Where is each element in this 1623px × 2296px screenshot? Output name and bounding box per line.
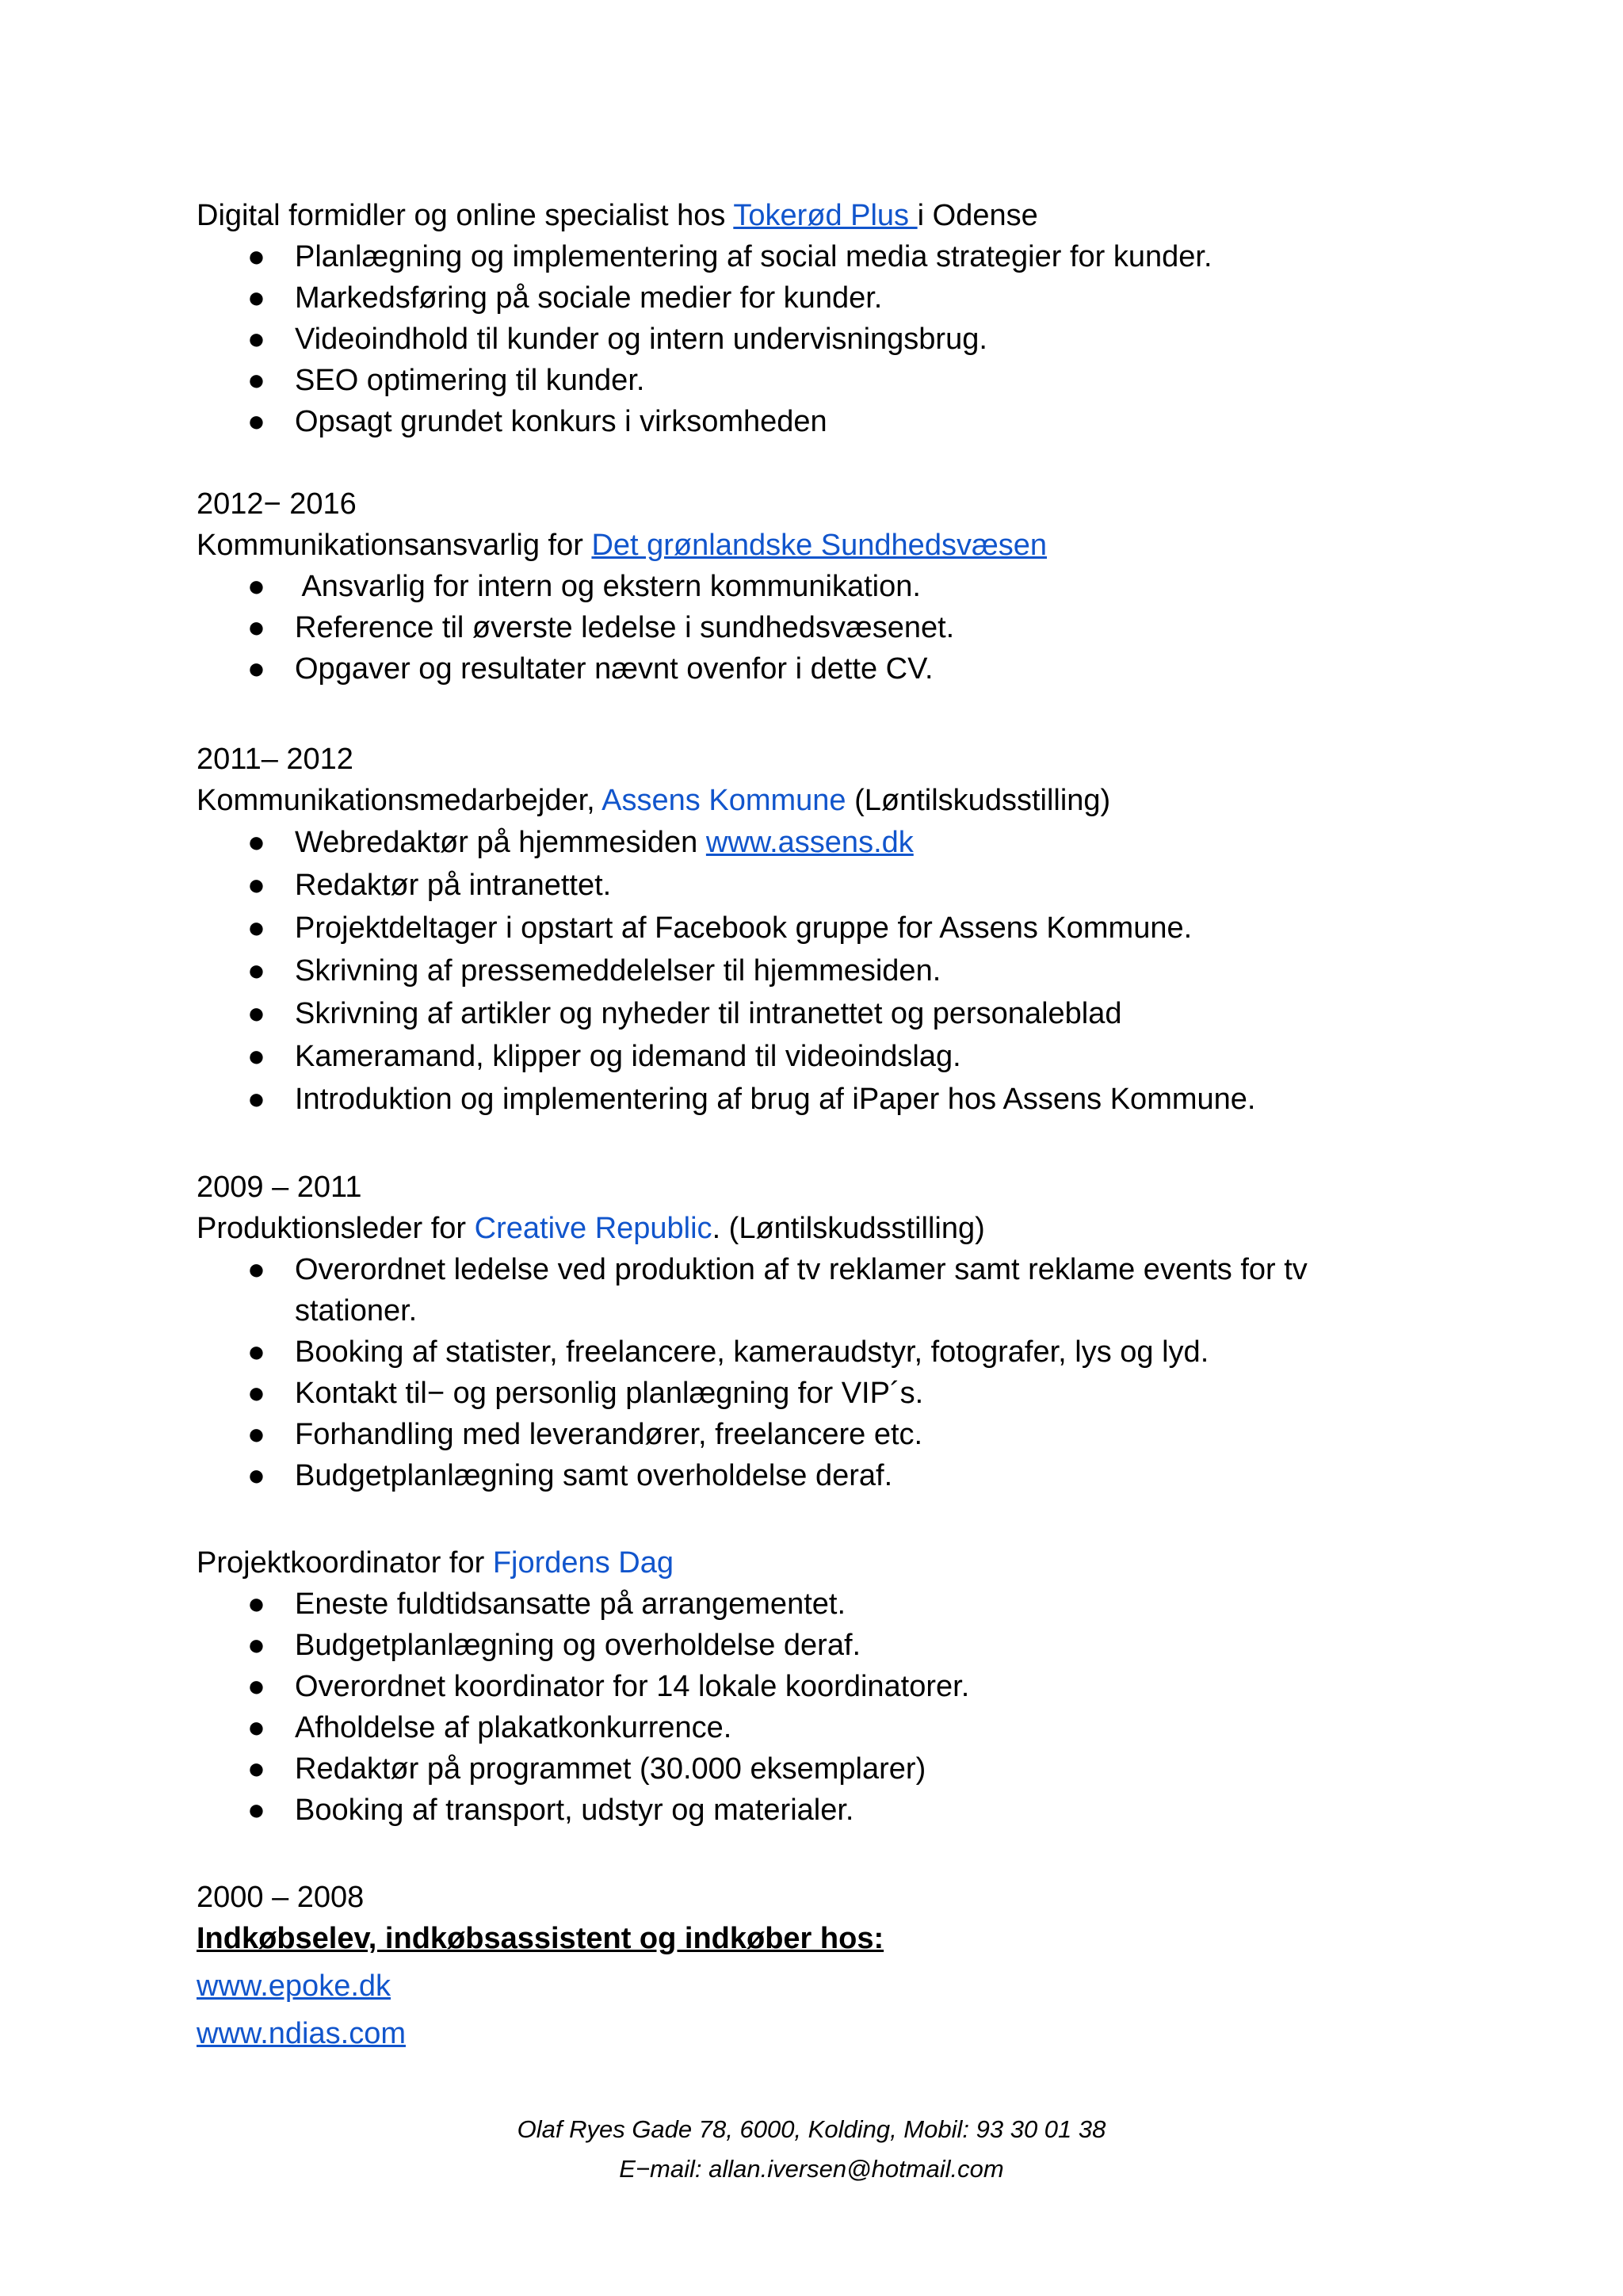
bullet-icon: ● bbox=[247, 1377, 265, 1410]
bullet-list bbox=[197, 236, 1465, 442]
bullet-icon: ● bbox=[247, 1629, 265, 1662]
bullet-icon: ● bbox=[247, 405, 265, 438]
list-item: ● Webredaktør på hjemmesiden www.assens.dk bbox=[197, 821, 1465, 864]
list-item: ● Skrivning af artikler og nyheder til intranettet og personaleblad bbox=[197, 992, 1465, 1035]
footer-address: Olaf Ryes Gade 78, 6000, Kolding, Mobil: 93 30 01 38 bbox=[517, 2115, 1106, 2143]
list-item: ● SEO optimering til kunder. bbox=[197, 360, 1465, 401]
job-period: 2011– 2012 bbox=[197, 743, 353, 776]
company-link-tokerod[interactable]: Tokerød Plus bbox=[733, 199, 918, 232]
bullet-icon: ● bbox=[247, 364, 265, 397]
cv-page bbox=[197, 195, 1465, 2054]
bullet-icon: ● bbox=[247, 997, 265, 1030]
bullet-list bbox=[197, 1249, 1465, 1496]
website-link-ndias[interactable]: www.ndias.com bbox=[197, 2017, 406, 2050]
bullet-icon: ● bbox=[247, 911, 265, 945]
job-title-line: Kommunikationsansvarlig for Det grønlandske Sundhedsvæsen bbox=[197, 529, 1048, 562]
company-name-assens: Assens Kommune bbox=[601, 784, 846, 817]
bullet-icon: ● bbox=[247, 323, 265, 356]
bullet-icon: ● bbox=[247, 954, 265, 988]
list-item: ● Projektdeltager i opstart af Facebook gruppe for Assens Kommune. bbox=[197, 907, 1465, 949]
company-link-sundhed[interactable]: Det grønlandske Sundhedsvæsen bbox=[591, 529, 1048, 562]
bullet-icon: ● bbox=[247, 1670, 265, 1703]
list-item: ● Kontakt til− og personlig planlægning for VIP´s. bbox=[197, 1373, 1465, 1414]
bullet-icon: ● bbox=[247, 1587, 265, 1621]
list-item: ● Opgaver og resultater nævnt ovenfor i dette CV. bbox=[197, 648, 1465, 690]
bullet-icon: ● bbox=[247, 1040, 265, 1073]
list-item: ● Markedsføring på sociale medier for kunder. bbox=[197, 277, 1465, 319]
list-item: ● Videoindhold til kunder og intern undervisningsbrug. bbox=[197, 319, 1465, 360]
bullet-list bbox=[197, 821, 1465, 1121]
bullet-icon: ● bbox=[247, 652, 265, 686]
list-item: ● Redaktør på programmet (30.000 eksemplarer) bbox=[197, 1748, 1465, 1790]
list-item: ● Reference til øverste ledelse i sundhedsvæsenet. bbox=[197, 607, 1465, 648]
bullet-icon: ● bbox=[247, 611, 265, 644]
job-period: 2012− 2016 bbox=[197, 487, 357, 521]
bullet-icon: ● bbox=[247, 1794, 265, 1827]
job-title-line: Kommunikationsmedarbejder, Assens Kommune (Løntilskudsstilling) bbox=[197, 784, 1111, 817]
job-fjordens-dag bbox=[197, 1542, 1465, 1831]
list-item: ● Introduktion og implementering af brug af iPaper hos Assens Kommune. bbox=[197, 1078, 1465, 1121]
list-item: ● Booking af statister, freelancere, kameraudstyr, fotografer, lys og lyd. bbox=[197, 1331, 1465, 1373]
page-footer bbox=[0, 2110, 1623, 2189]
bullet-icon: ● bbox=[247, 1335, 265, 1369]
list-item: ● Redaktør på intranettet. bbox=[197, 864, 1465, 907]
bullet-icon: ● bbox=[247, 240, 265, 273]
list-item: ● Kameramand, klipper og idemand til videoindslag. bbox=[197, 1035, 1465, 1078]
job-period: 2000 – 2008 bbox=[197, 1881, 365, 1914]
list-item: ● Overordnet ledelse ved produktion af tv reklamer samt reklame events for tv stationer. bbox=[197, 1249, 1317, 1331]
bullet-icon: ● bbox=[247, 1083, 265, 1116]
list-item: ● Afholdelse af plakatkonkurrence. bbox=[197, 1707, 1465, 1748]
list-item: ● Ansvarlig for intern og ekstern kommunikation. bbox=[197, 566, 1465, 607]
bullet-icon: ● bbox=[247, 869, 265, 902]
list-item: ● Eneste fuldtidsansatte på arrangementet. bbox=[197, 1584, 1465, 1625]
bullet-list bbox=[197, 566, 1465, 690]
bullet-icon: ● bbox=[247, 1418, 265, 1451]
bullet-icon: ● bbox=[247, 826, 265, 859]
job-creative bbox=[197, 1167, 1465, 1496]
section-heading: Indkøbselev, indkøbsassistent og indkøber hos: bbox=[197, 1922, 884, 1955]
website-link-epoke[interactable]: www.epoke.dk bbox=[197, 1969, 391, 2003]
job-sundhed bbox=[197, 483, 1465, 690]
job-assens bbox=[197, 739, 1465, 1121]
list-item: ● Opsagt grundet konkurs i virksomheden bbox=[197, 401, 1465, 442]
bullet-icon: ● bbox=[247, 1253, 265, 1286]
list-item: ● Budgetplanlægning samt overholdelse deraf. bbox=[197, 1455, 1465, 1496]
job-purchase bbox=[197, 1877, 1465, 2054]
list-item: ● Overordnet koordinator for 14 lokale koordinatorer. bbox=[197, 1666, 1465, 1707]
bullet-icon: ● bbox=[247, 1711, 265, 1744]
job-title-line: Projektkoordinator for Fjordens Dag bbox=[197, 1546, 674, 1580]
bullet-icon: ● bbox=[247, 1459, 265, 1492]
list-item: ● Booking af transport, udstyr og materialer. bbox=[197, 1790, 1465, 1831]
footer-email: E−mail: allan.iversen@hotmail.com bbox=[619, 2155, 1004, 2183]
job-tokerod bbox=[197, 195, 1465, 442]
bullet-icon: ● bbox=[247, 570, 265, 603]
company-name-creative: Creative Republic bbox=[474, 1212, 712, 1245]
list-item: ● Planlægning og implementering af social media strategier for kunder. bbox=[197, 236, 1465, 277]
bullet-icon: ● bbox=[247, 1752, 265, 1786]
bullet-icon: ● bbox=[247, 281, 265, 315]
list-item: ● Forhandling med leverandører, freelancere etc. bbox=[197, 1414, 1465, 1455]
job-period: 2009 – 2011 bbox=[197, 1171, 362, 1204]
list-item: ● Skrivning af pressemeddelelser til hjemmesiden. bbox=[197, 949, 1465, 992]
job-title-line: Digital formidler og online specialist hos Tokerød Plus i Odense bbox=[197, 199, 1038, 232]
bullet-list bbox=[197, 1584, 1465, 1831]
website-link-assens[interactable]: www.assens.dk bbox=[705, 826, 914, 859]
company-name-fjord: Fjordens Dag bbox=[492, 1546, 674, 1580]
list-item: ● Budgetplanlægning og overholdelse deraf. bbox=[197, 1625, 1465, 1666]
job-title-line: Produktionsleder for Creative Republic. (Løntilskudsstilling) bbox=[197, 1212, 985, 1245]
